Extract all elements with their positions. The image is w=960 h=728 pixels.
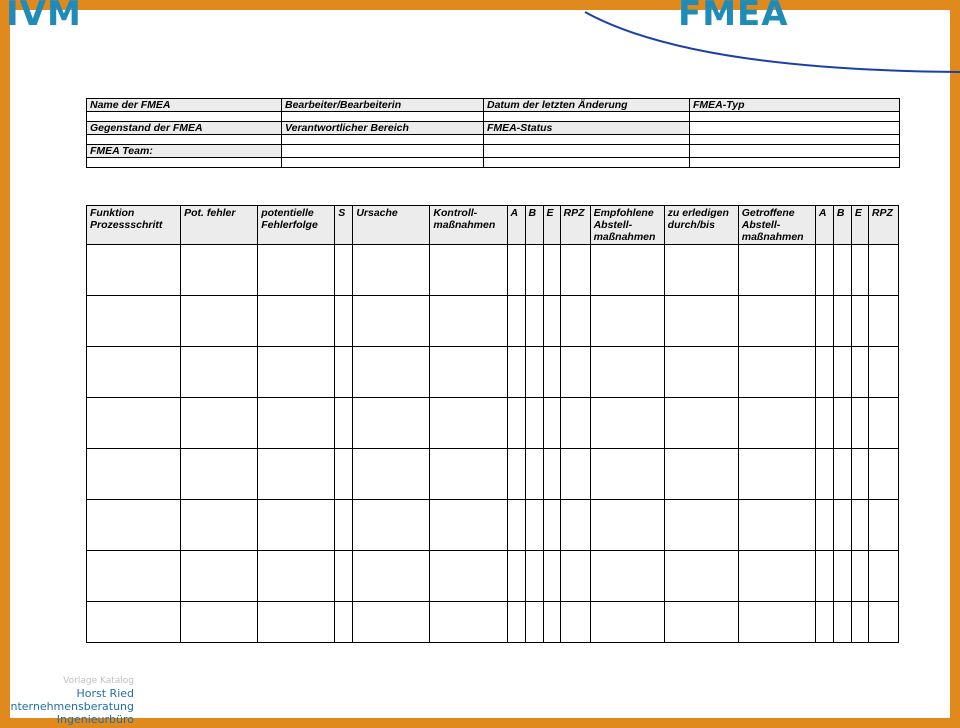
table-cell[interactable] <box>833 398 851 449</box>
table-cell[interactable] <box>258 296 335 347</box>
table-cell[interactable] <box>543 347 560 398</box>
table-cell[interactable] <box>543 500 560 551</box>
table-cell[interactable] <box>353 398 430 449</box>
table-cell[interactable] <box>507 296 525 347</box>
table-cell[interactable] <box>430 245 507 296</box>
table-cell[interactable] <box>430 398 507 449</box>
header-value-subject[interactable] <box>87 135 282 145</box>
table-cell[interactable] <box>664 602 738 643</box>
table-cell[interactable] <box>430 296 507 347</box>
table-cell[interactable] <box>851 398 868 449</box>
table-cell[interactable] <box>851 296 868 347</box>
column-header: E <box>543 206 560 245</box>
table-cell[interactable] <box>507 245 525 296</box>
table-cell[interactable] <box>258 602 335 643</box>
table-cell[interactable] <box>590 296 664 347</box>
table-row <box>87 602 899 643</box>
table-cell[interactable] <box>560 245 590 296</box>
table-cell[interactable] <box>738 347 815 398</box>
ivm-logo: IVM <box>6 0 82 34</box>
header-cell-type: FMEA-Typ <box>690 99 900 112</box>
table-cell[interactable] <box>664 245 738 296</box>
table-cell[interactable] <box>87 398 181 449</box>
table-cell[interactable] <box>353 347 430 398</box>
table-cell[interactable] <box>430 347 507 398</box>
table-cell[interactable] <box>543 602 560 643</box>
footer-branding <box>10 676 134 726</box>
table-cell[interactable] <box>543 245 560 296</box>
table-cell[interactable] <box>353 245 430 296</box>
table-cell[interactable] <box>507 449 525 500</box>
table-cell[interactable] <box>560 551 590 602</box>
table-cell[interactable] <box>868 245 898 296</box>
table-cell[interactable] <box>590 602 664 643</box>
table-cell[interactable] <box>430 602 507 643</box>
table-cell[interactable] <box>833 602 851 643</box>
table-row <box>87 449 899 500</box>
table-cell[interactable] <box>335 245 353 296</box>
column-header: Funktion Prozessschritt <box>87 206 181 245</box>
table-cell[interactable] <box>664 347 738 398</box>
table-cell[interactable] <box>87 602 181 643</box>
header-value-status[interactable] <box>484 135 690 145</box>
fmea-header-table <box>86 98 900 168</box>
table-cell[interactable] <box>87 347 181 398</box>
column-header: Empfohlene Abstell-maßnahmen <box>590 206 664 245</box>
column-header: potentielle Fehlerfolge <box>258 206 335 245</box>
table-cell[interactable] <box>738 449 815 500</box>
table-cell[interactable] <box>738 551 815 602</box>
column-header: RPZ <box>560 206 590 245</box>
table-cell[interactable] <box>258 245 335 296</box>
table-cell[interactable] <box>560 449 590 500</box>
table-cell[interactable] <box>851 551 868 602</box>
header-value-type[interactable] <box>690 112 900 122</box>
table-cell[interactable] <box>507 398 525 449</box>
column-header: S <box>335 206 353 245</box>
table-cell[interactable] <box>851 602 868 643</box>
table-cell[interactable] <box>525 602 543 643</box>
footer-line-2: nternehmensberatung <box>10 700 134 713</box>
header-cell-editor: Bearbeiter/Bearbeiterin <box>282 99 484 112</box>
table-cell[interactable] <box>543 296 560 347</box>
table-cell[interactable] <box>738 500 815 551</box>
table-cell[interactable] <box>851 347 868 398</box>
table-cell[interactable] <box>815 500 833 551</box>
table-cell[interactable] <box>868 500 898 551</box>
table-cell[interactable] <box>181 500 258 551</box>
table-cell[interactable] <box>430 551 507 602</box>
header-team-value-4[interactable] <box>87 158 282 168</box>
table-cell[interactable] <box>833 296 851 347</box>
table-cell[interactable] <box>430 500 507 551</box>
table-row <box>87 398 899 449</box>
table-cell[interactable] <box>525 398 543 449</box>
table-cell[interactable] <box>815 245 833 296</box>
table-cell[interactable] <box>868 602 898 643</box>
table-cell[interactable] <box>851 500 868 551</box>
table-cell[interactable] <box>543 398 560 449</box>
table-cell[interactable] <box>833 449 851 500</box>
header-team-value-7[interactable] <box>690 158 900 168</box>
table-cell[interactable] <box>560 296 590 347</box>
table-cell[interactable] <box>87 449 181 500</box>
table-cell[interactable] <box>815 398 833 449</box>
table-cell[interactable] <box>868 449 898 500</box>
table-cell[interactable] <box>543 449 560 500</box>
table-cell[interactable] <box>87 500 181 551</box>
header-cell-empty <box>690 122 900 135</box>
table-row <box>87 347 899 398</box>
table-cell[interactable] <box>258 551 335 602</box>
header-team-value-6[interactable] <box>484 158 690 168</box>
table-cell[interactable] <box>181 449 258 500</box>
table-cell[interactable] <box>181 551 258 602</box>
column-header: B <box>833 206 851 245</box>
document-page <box>6 0 950 726</box>
header-cell-subject: Gegenstand der FMEA <box>87 122 282 135</box>
table-cell[interactable] <box>560 347 590 398</box>
column-header: zu erledigen durch/bis <box>664 206 738 245</box>
column-header: Pot. fehler <box>181 206 258 245</box>
table-cell[interactable] <box>815 602 833 643</box>
table-row <box>87 296 899 347</box>
column-header: Getroffene Abstell-maßnahmen <box>738 206 815 245</box>
header-team-value-5[interactable] <box>282 158 484 168</box>
table-cell[interactable] <box>430 449 507 500</box>
table-cell[interactable] <box>181 398 258 449</box>
table-cell[interactable] <box>335 347 353 398</box>
table-cell[interactable] <box>335 602 353 643</box>
table-cell[interactable] <box>525 296 543 347</box>
table-cell[interactable] <box>335 551 353 602</box>
table-cell[interactable] <box>525 449 543 500</box>
table-cell[interactable] <box>664 551 738 602</box>
table-cell[interactable] <box>868 398 898 449</box>
table-cell[interactable] <box>815 296 833 347</box>
table-cell[interactable] <box>181 296 258 347</box>
header-value-extra[interactable] <box>690 135 900 145</box>
table-cell[interactable] <box>335 500 353 551</box>
header-cell-team: FMEA Team: <box>87 145 282 158</box>
table-cell[interactable] <box>590 500 664 551</box>
column-header: B <box>525 206 543 245</box>
table-cell[interactable] <box>87 551 181 602</box>
table-cell[interactable] <box>590 245 664 296</box>
header-value-area[interactable] <box>282 135 484 145</box>
header-cell-status: FMEA-Status <box>484 122 690 135</box>
table-cell[interactable] <box>664 398 738 449</box>
table-cell[interactable] <box>181 245 258 296</box>
table-cell[interactable] <box>738 296 815 347</box>
table-cell[interactable] <box>833 500 851 551</box>
table-cell[interactable] <box>590 551 664 602</box>
table-row <box>87 500 899 551</box>
table-cell[interactable] <box>833 347 851 398</box>
column-header: A <box>507 206 525 245</box>
table-cell[interactable] <box>664 449 738 500</box>
header-value-editor[interactable] <box>282 112 484 122</box>
header-cell-area: Verantwortlicher Bereich <box>282 122 484 135</box>
table-cell[interactable] <box>590 347 664 398</box>
header-value-date[interactable] <box>484 112 690 122</box>
table-cell[interactable] <box>868 347 898 398</box>
table-cell[interactable] <box>353 551 430 602</box>
column-header: E <box>851 206 868 245</box>
column-header: RPZ <box>868 206 898 245</box>
header-team-value-2[interactable] <box>484 145 690 158</box>
table-cell[interactable] <box>181 347 258 398</box>
table-cell[interactable] <box>815 551 833 602</box>
table-cell[interactable] <box>560 602 590 643</box>
table-cell[interactable] <box>560 398 590 449</box>
table-cell[interactable] <box>507 551 525 602</box>
table-cell[interactable] <box>833 245 851 296</box>
fmea-analysis-table <box>86 205 899 643</box>
table-cell[interactable] <box>353 500 430 551</box>
table-cell[interactable] <box>868 296 898 347</box>
table-cell[interactable] <box>258 500 335 551</box>
table-cell[interactable] <box>738 602 815 643</box>
footer-watermark: Vorlage Katalog <box>63 676 134 686</box>
table-cell[interactable] <box>353 602 430 643</box>
table-cell[interactable] <box>525 347 543 398</box>
column-header-row <box>87 206 899 245</box>
table-cell[interactable] <box>87 296 181 347</box>
table-cell[interactable] <box>87 245 181 296</box>
table-cell[interactable] <box>335 398 353 449</box>
table-cell[interactable] <box>815 347 833 398</box>
table-cell[interactable] <box>507 602 525 643</box>
table-cell[interactable] <box>590 449 664 500</box>
table-cell[interactable] <box>851 245 868 296</box>
table-cell[interactable] <box>543 551 560 602</box>
table-cell[interactable] <box>258 347 335 398</box>
table-cell[interactable] <box>833 551 851 602</box>
header-cell-date: Datum der letzten Änderung <box>484 99 690 112</box>
table-cell[interactable] <box>815 449 833 500</box>
table-cell[interactable] <box>560 500 590 551</box>
table-cell[interactable] <box>738 245 815 296</box>
table-row <box>87 551 899 602</box>
column-header: Ursache <box>353 206 430 245</box>
footer-line-3: Ingenieurbüro <box>56 713 134 726</box>
header-team-value-3[interactable] <box>690 145 900 158</box>
fmea-logo: FMEA <box>678 0 789 34</box>
table-cell[interactable] <box>258 449 335 500</box>
header-team-value-1[interactable] <box>282 145 484 158</box>
table-cell[interactable] <box>507 347 525 398</box>
table-cell[interactable] <box>590 398 664 449</box>
table-cell[interactable] <box>335 449 353 500</box>
table-cell[interactable] <box>335 296 353 347</box>
header-cell-name: Name der FMEA <box>87 99 282 112</box>
footer-line-1: Horst Ried <box>76 687 134 700</box>
table-row <box>87 245 899 296</box>
table-cell[interactable] <box>507 500 525 551</box>
header-value-name[interactable] <box>87 112 282 122</box>
column-header: Kontroll-maßnahmen <box>430 206 507 245</box>
table-cell[interactable] <box>525 245 543 296</box>
column-header: A <box>815 206 833 245</box>
table-cell[interactable] <box>851 449 868 500</box>
table-cell[interactable] <box>664 500 738 551</box>
table-cell[interactable] <box>353 449 430 500</box>
table-cell[interactable] <box>181 602 258 643</box>
table-cell[interactable] <box>525 551 543 602</box>
table-cell[interactable] <box>353 296 430 347</box>
table-cell[interactable] <box>868 551 898 602</box>
table-cell[interactable] <box>258 398 335 449</box>
table-cell[interactable] <box>664 296 738 347</box>
table-cell[interactable] <box>738 398 815 449</box>
table-cell[interactable] <box>525 500 543 551</box>
